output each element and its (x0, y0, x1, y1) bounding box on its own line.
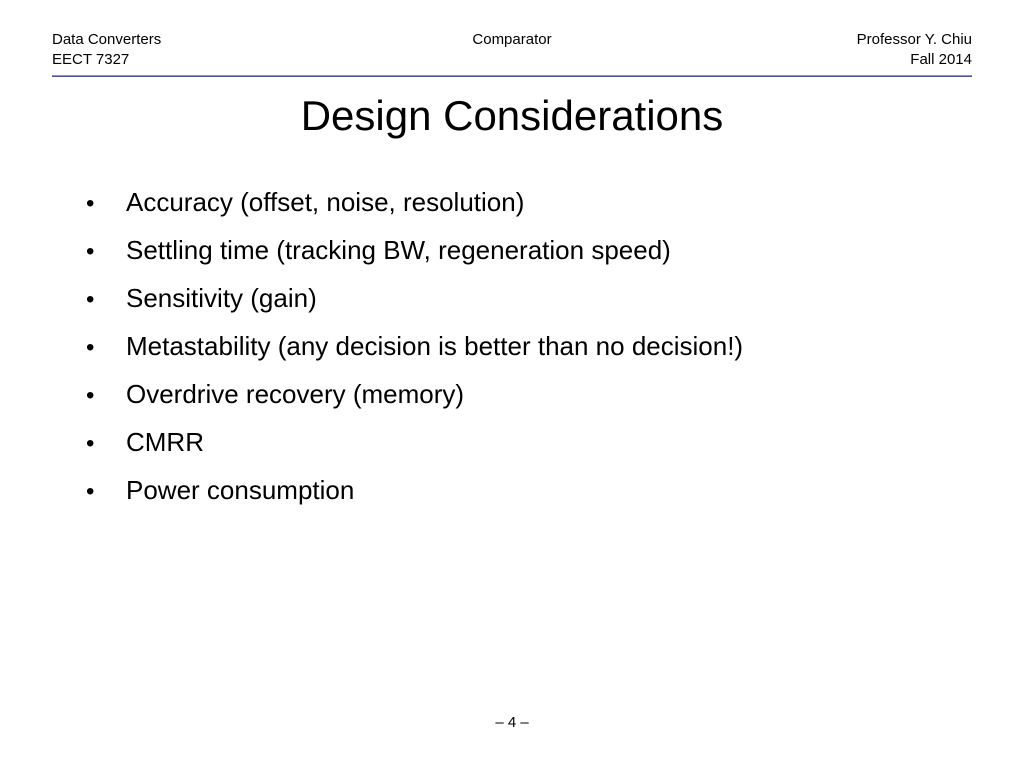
instructor-name: Professor Y. Chiu (856, 31, 972, 48)
bullet-item (86, 466, 743, 514)
bullet-icon: • (86, 334, 95, 361)
bullet-text: Sensitivity (gain) (126, 283, 317, 313)
course-name: Data Converters (52, 31, 162, 48)
header-right (857, 30, 972, 70)
semester: Fall 2014 (910, 51, 972, 68)
bullet-item (86, 370, 743, 418)
bullet-item (86, 178, 743, 226)
course-code: EECT 7327 (52, 51, 130, 68)
bullet-text: Accuracy (offset, noise, resolution) (126, 187, 525, 217)
bullet-item (86, 322, 743, 370)
bullet-text: CMRR (126, 427, 204, 457)
bullet-text: Overdrive recovery (memory) (126, 379, 465, 409)
bullet-text: Metastability (any decision is better than no decision!) (126, 331, 744, 361)
bullet-icon: • (86, 190, 95, 217)
bullet-icon: • (86, 430, 95, 457)
slide-title: Design Considerations (300, 92, 724, 139)
bullet-item (86, 226, 743, 274)
page-number: – 4 – (495, 714, 529, 731)
bullet-icon: • (86, 286, 95, 313)
bullet-text: Power consumption (126, 475, 355, 505)
bullet-list (86, 178, 743, 514)
bullet-text: Settling time (tracking BW, regeneration speed) (126, 235, 671, 265)
bullet-icon: • (86, 478, 95, 505)
bullet-item (86, 418, 743, 466)
header-divider (52, 75, 972, 77)
bullet-icon: • (86, 382, 95, 409)
bullet-icon: • (86, 238, 95, 265)
topic-name: Comparator (472, 31, 552, 48)
bullet-item (86, 274, 743, 322)
